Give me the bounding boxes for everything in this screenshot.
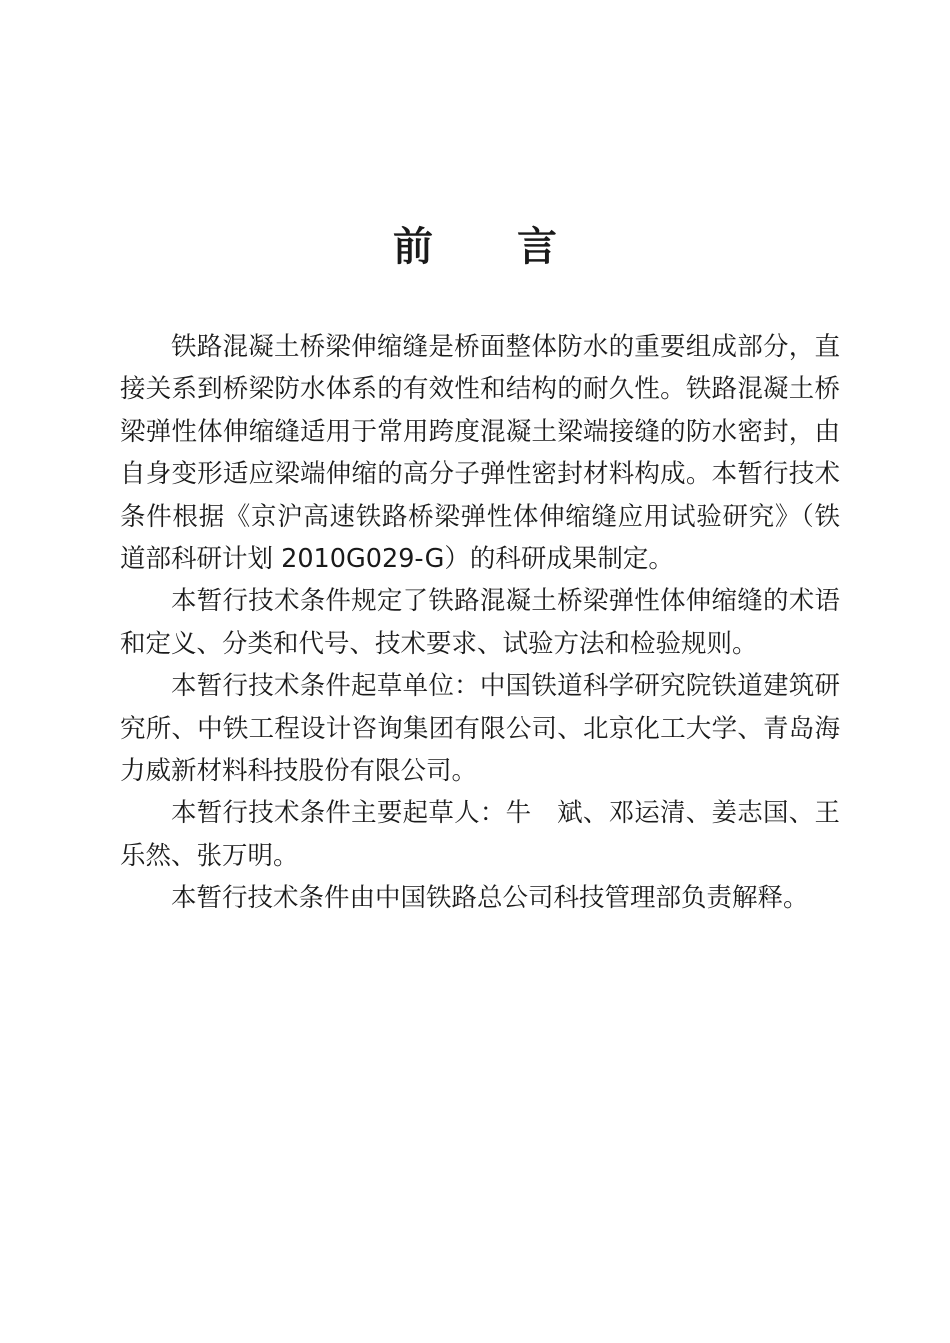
preface-body <box>120 326 840 920</box>
paragraph-interpretation: 本暂行技术条件由中国铁路总公司科技管理部负责解释。 <box>171 883 809 914</box>
page-title: 前言 <box>393 223 641 270</box>
paragraph-drafters: 本暂行技术条件主要起草人：牛 斌、邓运清、姜志国、王乐然、张万明。 <box>120 798 840 871</box>
paragraph-scope: 本暂行技术条件规定了铁路混凝土桥梁弹性体伸缩缝的术语和定义、分类和代号、技术要求、试验方法和检验规则。 <box>120 586 840 659</box>
paragraph-drafting-units: 本暂行技术条件起草单位：中国铁道科学研究院铁道建筑研究所、中铁工程设计咨询集团有限公司、北京化工大学、青岛海力威新材料科技股份有限公司。 <box>120 671 840 787</box>
paragraph-intro: 铁路混凝土桥梁伸缩缝是桥面整体防水的重要组成部分，直接关系到桥梁防水体系的有效性和结构的耐久性。铁路混凝土桥梁弹性体伸缩缝适用于常用跨度混凝土梁端接缝的防水密封，由自身变形适应梁端伸缩的高分子弹性密封材料构成。本暂行技术条件根据《京沪高速铁路桥梁弹性体伸缩缝应用试验研究》（铁道部科研计划 2010G029-G）的科研成果制定。 <box>120 332 840 575</box>
